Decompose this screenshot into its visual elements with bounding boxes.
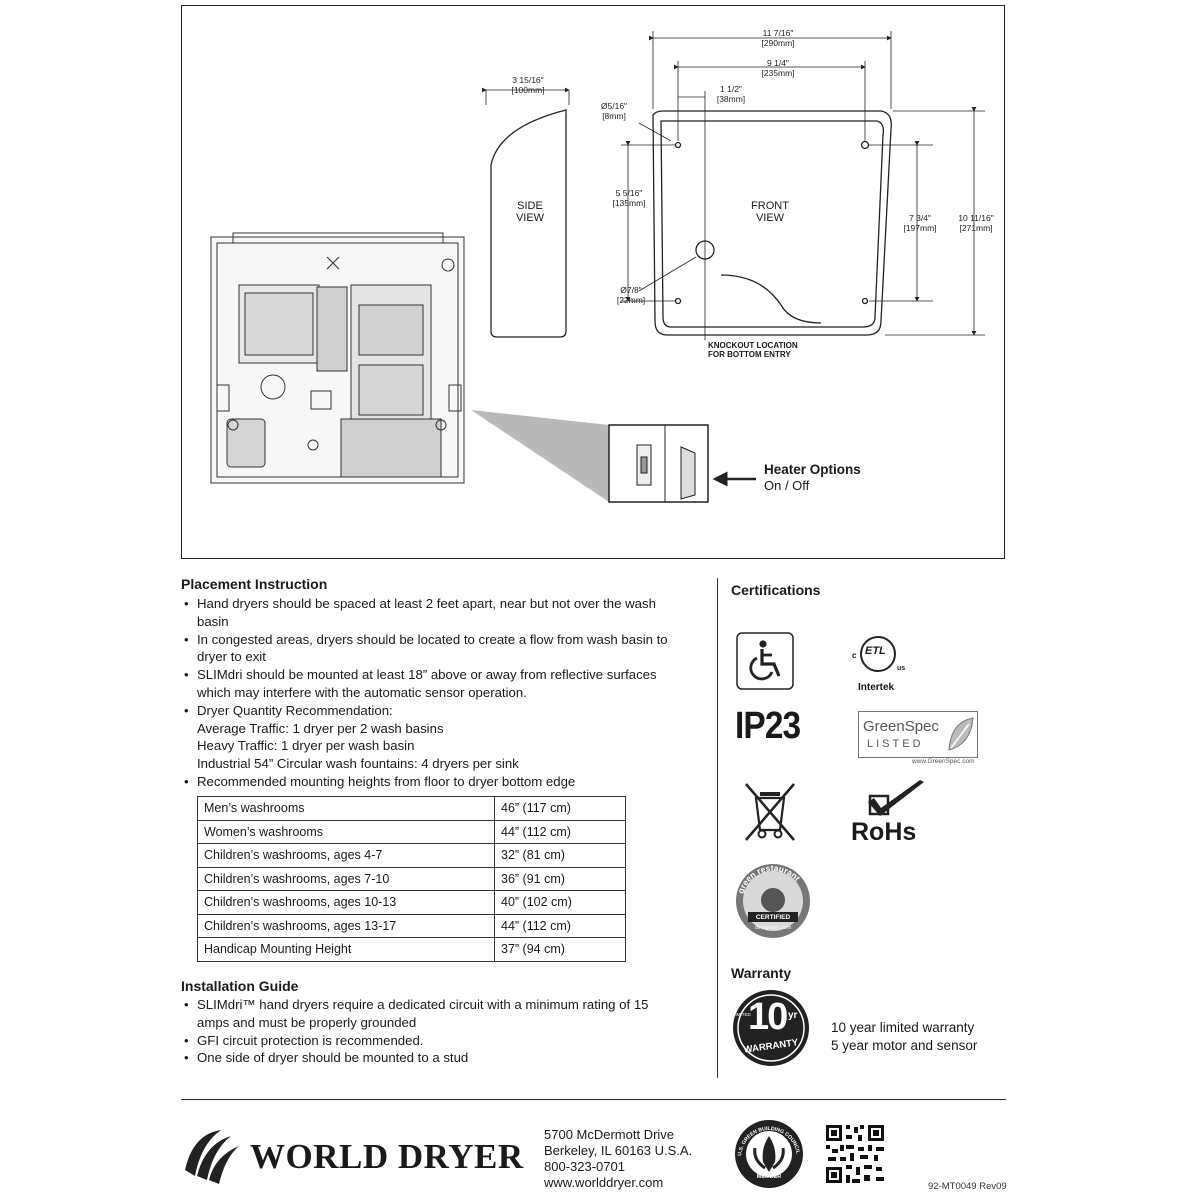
heater-options-title: Heater Options	[764, 462, 861, 477]
address-block	[544, 1127, 692, 1191]
weee-bin-icon	[744, 782, 796, 842]
intertek-label: Intertek	[858, 682, 895, 693]
qr-code-icon[interactable]	[824, 1123, 886, 1185]
usgbc-text: U.S. GREEN BUILDING COUNCIL	[737, 1125, 801, 1157]
green-restaurant-text: green restaurant	[735, 862, 803, 895]
table-cell-height: 44” (112 cm)	[495, 914, 626, 938]
green-url: dinegreen.com	[754, 925, 792, 931]
dim-hole-spacing: 9 1/4" [235mm]	[761, 58, 795, 78]
etl-c: c	[852, 651, 857, 660]
table-cell-location: Men’s washrooms	[198, 797, 495, 821]
placement-bullet: • Hand dryers should be spaced at least 2 feet apart, near but not over the wash basin	[181, 595, 711, 631]
usgbc-member: MEMBER	[756, 1174, 782, 1180]
table-row	[198, 797, 626, 821]
table-cell-location: Children’s washrooms, ages 10-13	[198, 891, 495, 915]
heater-options-sub: On / Off	[764, 478, 810, 493]
dim-depth: 3 15/16" [100mm]	[511, 75, 545, 95]
table-cell-location: Children’s washrooms, ages 7-10	[198, 867, 495, 891]
interior-view	[211, 233, 464, 483]
callout-wedge	[471, 410, 609, 502]
website-link[interactable]: www.worlddryer.com	[544, 1175, 664, 1190]
table-row	[198, 844, 626, 868]
greenspec-name: GreenSpec	[863, 718, 939, 735]
address-line: Berkeley, IL 60163 U.S.A.	[544, 1143, 693, 1158]
placement-bullet: • Recommended mounting heights from floor to dryer bottom edge	[181, 773, 711, 791]
certifications-title: Certifications	[731, 582, 821, 598]
technical-drawing	[181, 5, 1005, 559]
placement-title: Placement Instruction	[181, 576, 328, 592]
greenspec-url: www.GreenSpec.com	[912, 758, 975, 765]
table-cell-height: 44” (112 cm)	[495, 820, 626, 844]
warranty-yr: yr	[788, 1010, 798, 1021]
dim-offset: 1 1/2" [38mm]	[716, 84, 746, 104]
address-line: 5700 McDermott Drive	[544, 1127, 675, 1142]
green-certified: CERTIFIED	[755, 914, 791, 921]
side-view-label: SIDE VIEW	[515, 200, 545, 224]
table-cell-location: Children’s washrooms, ages 4-7	[198, 844, 495, 868]
warranty-line-1: 10 year limited warranty	[831, 1020, 975, 1035]
table-cell-height: 36” (91 cm)	[495, 867, 626, 891]
leaf-icon	[945, 716, 975, 754]
svg-text:green restaurant	[735, 863, 802, 895]
table-row	[198, 891, 626, 915]
greenspec-badge	[858, 711, 978, 758]
address-line: 800-323-0701	[544, 1159, 625, 1174]
placement-bullet: • In congested areas, dryers should be located to create a flow from wash basin to dryer to exit	[181, 631, 711, 667]
table-cell-height: 46” (117 cm)	[495, 797, 626, 821]
document-code: 92-MT0049 Rev09	[928, 1181, 1007, 1192]
mounting-heights-table	[197, 796, 626, 962]
warranty-title: Warranty	[731, 965, 792, 981]
etl-us: us	[897, 665, 906, 672]
knockout-note: KNOCKOUT LOCATION FOR BOTTOM ENTRY	[708, 341, 798, 359]
table-cell-height: 40” (102 cm)	[495, 891, 626, 915]
installation-list	[181, 996, 711, 1067]
warranty-limited: LIMITED	[733, 1012, 751, 1017]
table-cell-location: Handicap Mounting Height	[198, 938, 495, 962]
table-row	[198, 820, 626, 844]
warranty-word: WARRANTY	[743, 1037, 799, 1056]
ip23-rating: IP23	[735, 705, 801, 747]
installation-bullet: • SLIMdri™ hand dryers require a dedicated circuit with a minimum rating of 15 amps and must be properly grounded	[181, 996, 711, 1032]
dim-vertical-holes: 5 5/16" [135mm]	[612, 188, 646, 208]
installation-bullet: • One side of dryer should be mounted to a stud	[181, 1049, 711, 1067]
dim-total-width: 11 7/16" [290mm]	[761, 28, 795, 48]
footer-rule	[181, 1099, 1006, 1100]
installation-bullet: • GFI circuit protection is recommended.	[181, 1032, 711, 1050]
dim-total-height: 10 11/16" [271mm]	[958, 213, 994, 233]
dim-hole-diameter: Ø5/16" [8mm]	[600, 101, 628, 121]
rohs-label: RoHs	[851, 818, 917, 846]
dim-height-holes: 7 3/4" [197mm]	[903, 213, 937, 233]
front-view-label: FRONT VIEW	[751, 200, 789, 224]
etl-mark: ETL	[865, 645, 886, 657]
table-row	[198, 938, 626, 962]
table-cell-height: 37” (94 cm)	[495, 938, 626, 962]
greenspec-listed: LISTED	[867, 738, 924, 750]
wheelchair-icon	[736, 632, 794, 690]
warranty-years: 10	[748, 996, 787, 1038]
placement-bullet: • SLIMdri should be mounted at least 18” above or away from reflective surfaces which may interfere with the automatic sensor operation.	[181, 666, 711, 702]
world-dryer-logo-icon	[181, 1126, 241, 1186]
table-cell-location: Children’s washrooms, ages 13-17	[198, 914, 495, 938]
heater-switch-detail	[609, 425, 756, 502]
world-dryer-brand: WORLD DRYER	[250, 1137, 524, 1176]
dim-knockout-diameter: Ø7/8" [22mm]	[616, 285, 646, 305]
table-row	[198, 867, 626, 891]
installation-title: Installation Guide	[181, 978, 299, 994]
svg-text:U.S. GREEN BUILDING COUNCIL	[737, 1126, 801, 1156]
table-cell-height: 32” (81 cm)	[495, 844, 626, 868]
dimension-lines	[486, 31, 985, 340]
placement-bullet: • Dryer Quantity Recommendation: Average Traffic: 1 dryer per 2 wash basins Heavy Traffic: 1 dryer per wash basin Industrial 54” Circular wash fountains: 4 dryers per sink	[181, 702, 711, 773]
placement-list	[181, 595, 711, 791]
table-cell-location: Women’s washrooms	[198, 820, 495, 844]
rohs-check-icon	[864, 778, 928, 822]
warranty-line-2: 5 year motor and sensor	[831, 1038, 978, 1053]
column-divider	[717, 578, 718, 1078]
table-row	[198, 914, 626, 938]
